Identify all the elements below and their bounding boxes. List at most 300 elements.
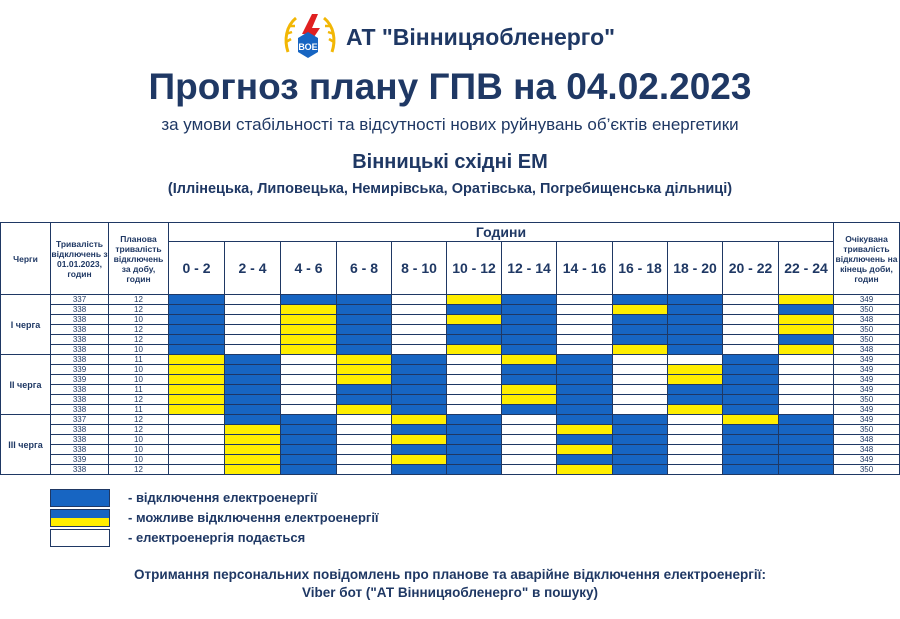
slot-outage [723,405,779,415]
table-row [1,335,900,345]
slot-outage [557,365,613,375]
slot-possible-outage [169,385,225,395]
slot-outage [723,455,779,465]
slot-outage [281,445,337,455]
planned-cell: 10 [109,445,169,455]
slot-outage [225,395,281,405]
slot-outage [169,335,225,345]
slot-outage [447,415,502,425]
slot-outage [613,445,668,455]
slot-power-on [613,395,668,405]
slot-outage [613,325,668,335]
slot-possible-outage [337,355,392,365]
slot-power-on [502,425,557,435]
slot-power-on [337,435,392,445]
legend-swatch [50,489,110,507]
slot-power-on [779,365,834,375]
slot-outage [169,305,225,315]
slot-possible-outage [502,385,557,395]
slot-possible-outage [392,415,447,425]
slot-possible-outage [557,445,613,455]
expected-cell: 350 [834,305,900,315]
slot-outage [281,415,337,425]
slot-outage [281,465,337,475]
slot-power-on [668,455,723,465]
expected-cell: 350 [834,425,900,435]
slot-outage [723,365,779,375]
planned-cell: 10 [109,435,169,445]
expected-cell: 349 [834,405,900,415]
slot-power-on [225,295,281,305]
slot-power-on [169,445,225,455]
slot-outage [779,305,834,315]
slot-power-on [169,455,225,465]
planned-cell: 11 [109,355,169,365]
slot-outage [557,395,613,405]
table-row [1,375,900,385]
slot-outage [723,385,779,395]
queue-label: II черга [1,355,51,415]
slot-outage [447,335,502,345]
planned-cell: 11 [109,405,169,415]
slot-outage [557,375,613,385]
expected-cell: 349 [834,295,900,305]
expected-cell: 349 [834,365,900,375]
slot-outage [392,375,447,385]
slot-possible-outage [502,355,557,365]
slot-power-on [337,465,392,475]
slot-outage [502,345,557,355]
slot-outage [613,335,668,345]
slot-possible-outage [447,345,502,355]
expected-cell: 349 [834,385,900,395]
expected-cell: 350 [834,395,900,405]
duration-cell: 338 [51,345,109,355]
table-row [1,445,900,455]
slot-outage [281,435,337,445]
duration-cell: 338 [51,335,109,345]
slot-power-on [281,385,337,395]
slot-power-on [337,445,392,455]
slot-possible-outage [668,405,723,415]
slot-power-on [723,295,779,305]
expected-cell: 350 [834,325,900,335]
slot-outage [337,305,392,315]
slot-power-on [557,305,613,315]
slot-power-on [668,435,723,445]
slot-possible-outage [392,455,447,465]
slot-outage [337,315,392,325]
slot-possible-outage [447,315,502,325]
slot-outage [723,465,779,475]
slot-outage [557,355,613,365]
slot-outage [392,465,447,475]
slot-power-on [392,335,447,345]
planned-cell: 12 [109,395,169,405]
slot-outage [502,335,557,345]
slot-outage [169,315,225,325]
expected-cell: 350 [834,465,900,475]
slot-power-on [613,405,668,415]
slot-outage [668,345,723,355]
slot-possible-outage [668,365,723,375]
duration-cell: 337 [51,295,109,305]
slot-power-on [281,405,337,415]
region-title: Вінницькі східні ЕМ [352,151,548,173]
slot-power-on [392,315,447,325]
slot-outage [337,345,392,355]
planned-cell: 10 [109,345,169,355]
slot-header: 18 - 20 [668,242,723,295]
planned-cell: 10 [109,375,169,385]
slot-possible-outage [779,315,834,325]
slot-possible-outage [613,345,668,355]
header-expected: Очікувана тривалість відключень на кінець доби, годин [834,223,900,295]
slot-outage [337,395,392,405]
slot-outage [225,385,281,395]
slot-header: 22 - 24 [779,242,834,295]
duration-cell: 339 [51,375,109,385]
table-row [1,425,900,435]
slot-header: 16 - 18 [613,242,668,295]
slot-possible-outage [723,415,779,425]
slot-power-on [169,415,225,425]
slot-possible-outage [337,375,392,385]
table-row [1,355,900,365]
queue-label: III черга [1,415,51,475]
slot-possible-outage [281,325,337,335]
slot-outage [392,405,447,415]
slot-outage [225,365,281,375]
slot-outage [447,465,502,475]
slot-power-on [779,385,834,395]
expected-cell: 348 [834,435,900,445]
legend-swatch [50,529,110,547]
duration-cell: 338 [51,355,109,365]
duration-cell: 338 [51,315,109,325]
duration-cell: 338 [51,395,109,405]
slot-outage [337,325,392,335]
slot-outage [447,455,502,465]
planned-cell: 11 [109,385,169,395]
slot-power-on [337,415,392,425]
slot-outage [557,385,613,395]
slot-outage [169,345,225,355]
slot-power-on [613,365,668,375]
table-row [1,325,900,335]
duration-cell: 338 [51,405,109,415]
slot-power-on [557,335,613,345]
slot-possible-outage [169,365,225,375]
planned-cell: 12 [109,415,169,425]
slot-possible-outage [668,375,723,385]
slot-outage [668,335,723,345]
slot-power-on [392,295,447,305]
planned-cell: 12 [109,325,169,335]
slot-outage [723,375,779,385]
duration-cell: 339 [51,455,109,465]
expected-cell: 348 [834,315,900,325]
slot-outage [557,415,613,425]
legend-swatch [50,509,110,527]
duration-cell: 338 [51,425,109,435]
header-duration: Тривалість відключень з 01.01.2023, годин [51,223,109,295]
planned-cell: 12 [109,295,169,305]
table-row [1,295,900,305]
slot-possible-outage [502,395,557,405]
slot-possible-outage [225,455,281,465]
header [0,8,900,64]
footer-line-2: Viber бот ("АТ Вінницяобленерго" в пошуку) [301,585,598,600]
footer-line-1: Отримання персональних повідомлень про планове та аварійне відключення електроенергії: [134,567,766,582]
slot-power-on [723,325,779,335]
slot-outage [668,305,723,315]
slot-possible-outage [337,405,392,415]
slot-header: 2 - 4 [225,242,281,295]
slot-outage [613,435,668,445]
slot-outage [392,425,447,435]
slot-power-on [668,355,723,365]
logo-text: ВОЕ [298,42,318,52]
slot-power-on [392,345,447,355]
expected-cell: 350 [834,335,900,345]
slot-outage [281,455,337,465]
duration-cell: 339 [51,365,109,375]
slot-possible-outage [447,295,502,305]
slot-power-on [392,305,447,315]
slot-outage [502,315,557,325]
slot-power-on [502,415,557,425]
table-row [1,315,900,325]
slot-outage [392,365,447,375]
legend-label: - електроенергія подається [128,530,306,545]
slot-power-on [392,325,447,335]
slot-power-on [557,295,613,305]
table-row [1,455,900,465]
slot-power-on [723,315,779,325]
slot-outage [668,385,723,395]
slot-possible-outage [392,435,447,445]
slot-power-on [447,355,502,365]
slot-possible-outage [169,355,225,365]
slot-possible-outage [557,425,613,435]
slot-power-on [723,345,779,355]
slot-outage [668,325,723,335]
slot-outage [613,455,668,465]
planned-cell: 10 [109,455,169,465]
slot-power-on [225,345,281,355]
slot-outage [502,375,557,385]
table-row [1,305,900,315]
slot-outage [392,445,447,455]
table-row [1,345,900,355]
slot-header: 10 - 12 [447,242,502,295]
duration-cell: 338 [51,385,109,395]
slot-outage [557,435,613,445]
slot-outage [502,325,557,335]
legend-label: - можливе відключення електроенергії [128,510,379,525]
duration-cell: 338 [51,325,109,335]
slot-outage [169,295,225,305]
districts-list: (Іллінецька, Липовецька, Немирівська, Оратівська, Погребищенська дільниці) [167,181,733,197]
company-logo-icon [282,12,338,62]
slot-possible-outage [169,375,225,385]
duration-cell: 337 [51,415,109,425]
slot-outage [447,305,502,315]
slot-power-on [169,465,225,475]
expected-cell: 348 [834,445,900,455]
slot-power-on [502,455,557,465]
slot-power-on [447,385,502,395]
slot-header: 4 - 6 [281,242,337,295]
slot-possible-outage [169,405,225,415]
slot-possible-outage [779,295,834,305]
slot-power-on [502,445,557,455]
slot-outage [613,415,668,425]
slot-outage [779,415,834,425]
planned-cell: 10 [109,315,169,325]
slot-power-on [557,315,613,325]
slot-outage [281,295,337,305]
slot-power-on [502,435,557,445]
slot-outage [502,305,557,315]
slot-header: 14 - 16 [557,242,613,295]
slot-outage [337,295,392,305]
slot-power-on [668,425,723,435]
duration-cell: 338 [51,445,109,455]
slot-possible-outage [225,465,281,475]
slot-power-on [447,395,502,405]
expected-cell: 348 [834,345,900,355]
slot-outage [337,385,392,395]
slot-power-on [613,375,668,385]
slot-outage [723,425,779,435]
slot-outage [557,405,613,415]
slot-power-on [502,465,557,475]
table-row [1,435,900,445]
slot-outage [447,425,502,435]
slot-outage [613,315,668,325]
slot-power-on [668,445,723,455]
legend-label: - відключення електроенергії [128,490,318,505]
planned-cell: 12 [109,425,169,435]
header-planned: Планова тривалість відключень за добу, годин [109,223,169,295]
slot-outage [613,295,668,305]
slot-outage [668,315,723,325]
slot-outage [613,465,668,475]
page-subtitle: за умови стабільності та відсутності нових руйнувань об’єктів енергетики [161,115,739,134]
table-row [1,395,900,405]
queue-label: I черга [1,295,51,355]
slot-possible-outage [557,465,613,475]
planned-cell: 10 [109,365,169,375]
slot-outage [557,455,613,465]
slot-power-on [557,345,613,355]
slot-outage [502,295,557,305]
slot-outage [613,425,668,435]
slot-outage [779,435,834,445]
header-queue: Черги [1,223,51,295]
header-hours: Години [169,223,834,242]
slot-power-on [447,375,502,385]
slot-outage [225,415,281,425]
slot-header: 0 - 2 [169,242,225,295]
slot-outage [281,425,337,435]
slot-power-on [447,405,502,415]
duration-cell: 338 [51,305,109,315]
slot-header: 8 - 10 [392,242,447,295]
slot-outage [225,355,281,365]
slot-power-on [337,455,392,465]
slot-outage [447,435,502,445]
slot-outage [779,465,834,475]
slot-outage [447,325,502,335]
slot-power-on [613,385,668,395]
slot-outage [169,325,225,335]
slot-power-on [169,425,225,435]
slot-power-on [779,355,834,365]
duration-cell: 338 [51,435,109,445]
slot-header: 6 - 8 [337,242,392,295]
slot-power-on [668,465,723,475]
planned-cell: 12 [109,305,169,315]
slot-possible-outage [613,305,668,315]
slot-power-on [225,335,281,345]
slot-outage [779,455,834,465]
slot-outage [225,405,281,415]
slot-outage [337,335,392,345]
table-row [1,405,900,415]
slot-header: 20 - 22 [723,242,779,295]
slot-possible-outage [281,315,337,325]
slot-power-on [723,335,779,345]
slot-power-on [613,355,668,365]
slot-power-on [225,305,281,315]
schedule-table [0,222,900,475]
planned-cell: 12 [109,465,169,475]
slot-possible-outage [281,305,337,315]
slot-possible-outage [337,365,392,375]
slot-power-on [169,435,225,445]
slot-power-on [723,305,779,315]
slot-power-on [281,355,337,365]
table-row [1,385,900,395]
slot-outage [723,445,779,455]
slot-outage [779,425,834,435]
table-row [1,465,900,475]
expected-cell: 349 [834,455,900,465]
slot-power-on [779,375,834,385]
expected-cell: 349 [834,355,900,365]
slot-possible-outage [779,345,834,355]
slot-possible-outage [281,345,337,355]
slot-outage [668,395,723,405]
slot-outage [723,355,779,365]
slot-header: 12 - 14 [502,242,557,295]
slot-outage [447,445,502,455]
table-row [1,415,900,425]
slot-power-on [225,315,281,325]
slot-outage [779,445,834,455]
table-row [1,365,900,375]
page-title: Прогноз плану ГПВ на 04.02.2023 [148,66,752,107]
slot-power-on [447,365,502,375]
slot-power-on [281,365,337,375]
slot-outage [392,385,447,395]
slot-outage [502,405,557,415]
slot-power-on [779,395,834,405]
slot-outage [779,335,834,345]
